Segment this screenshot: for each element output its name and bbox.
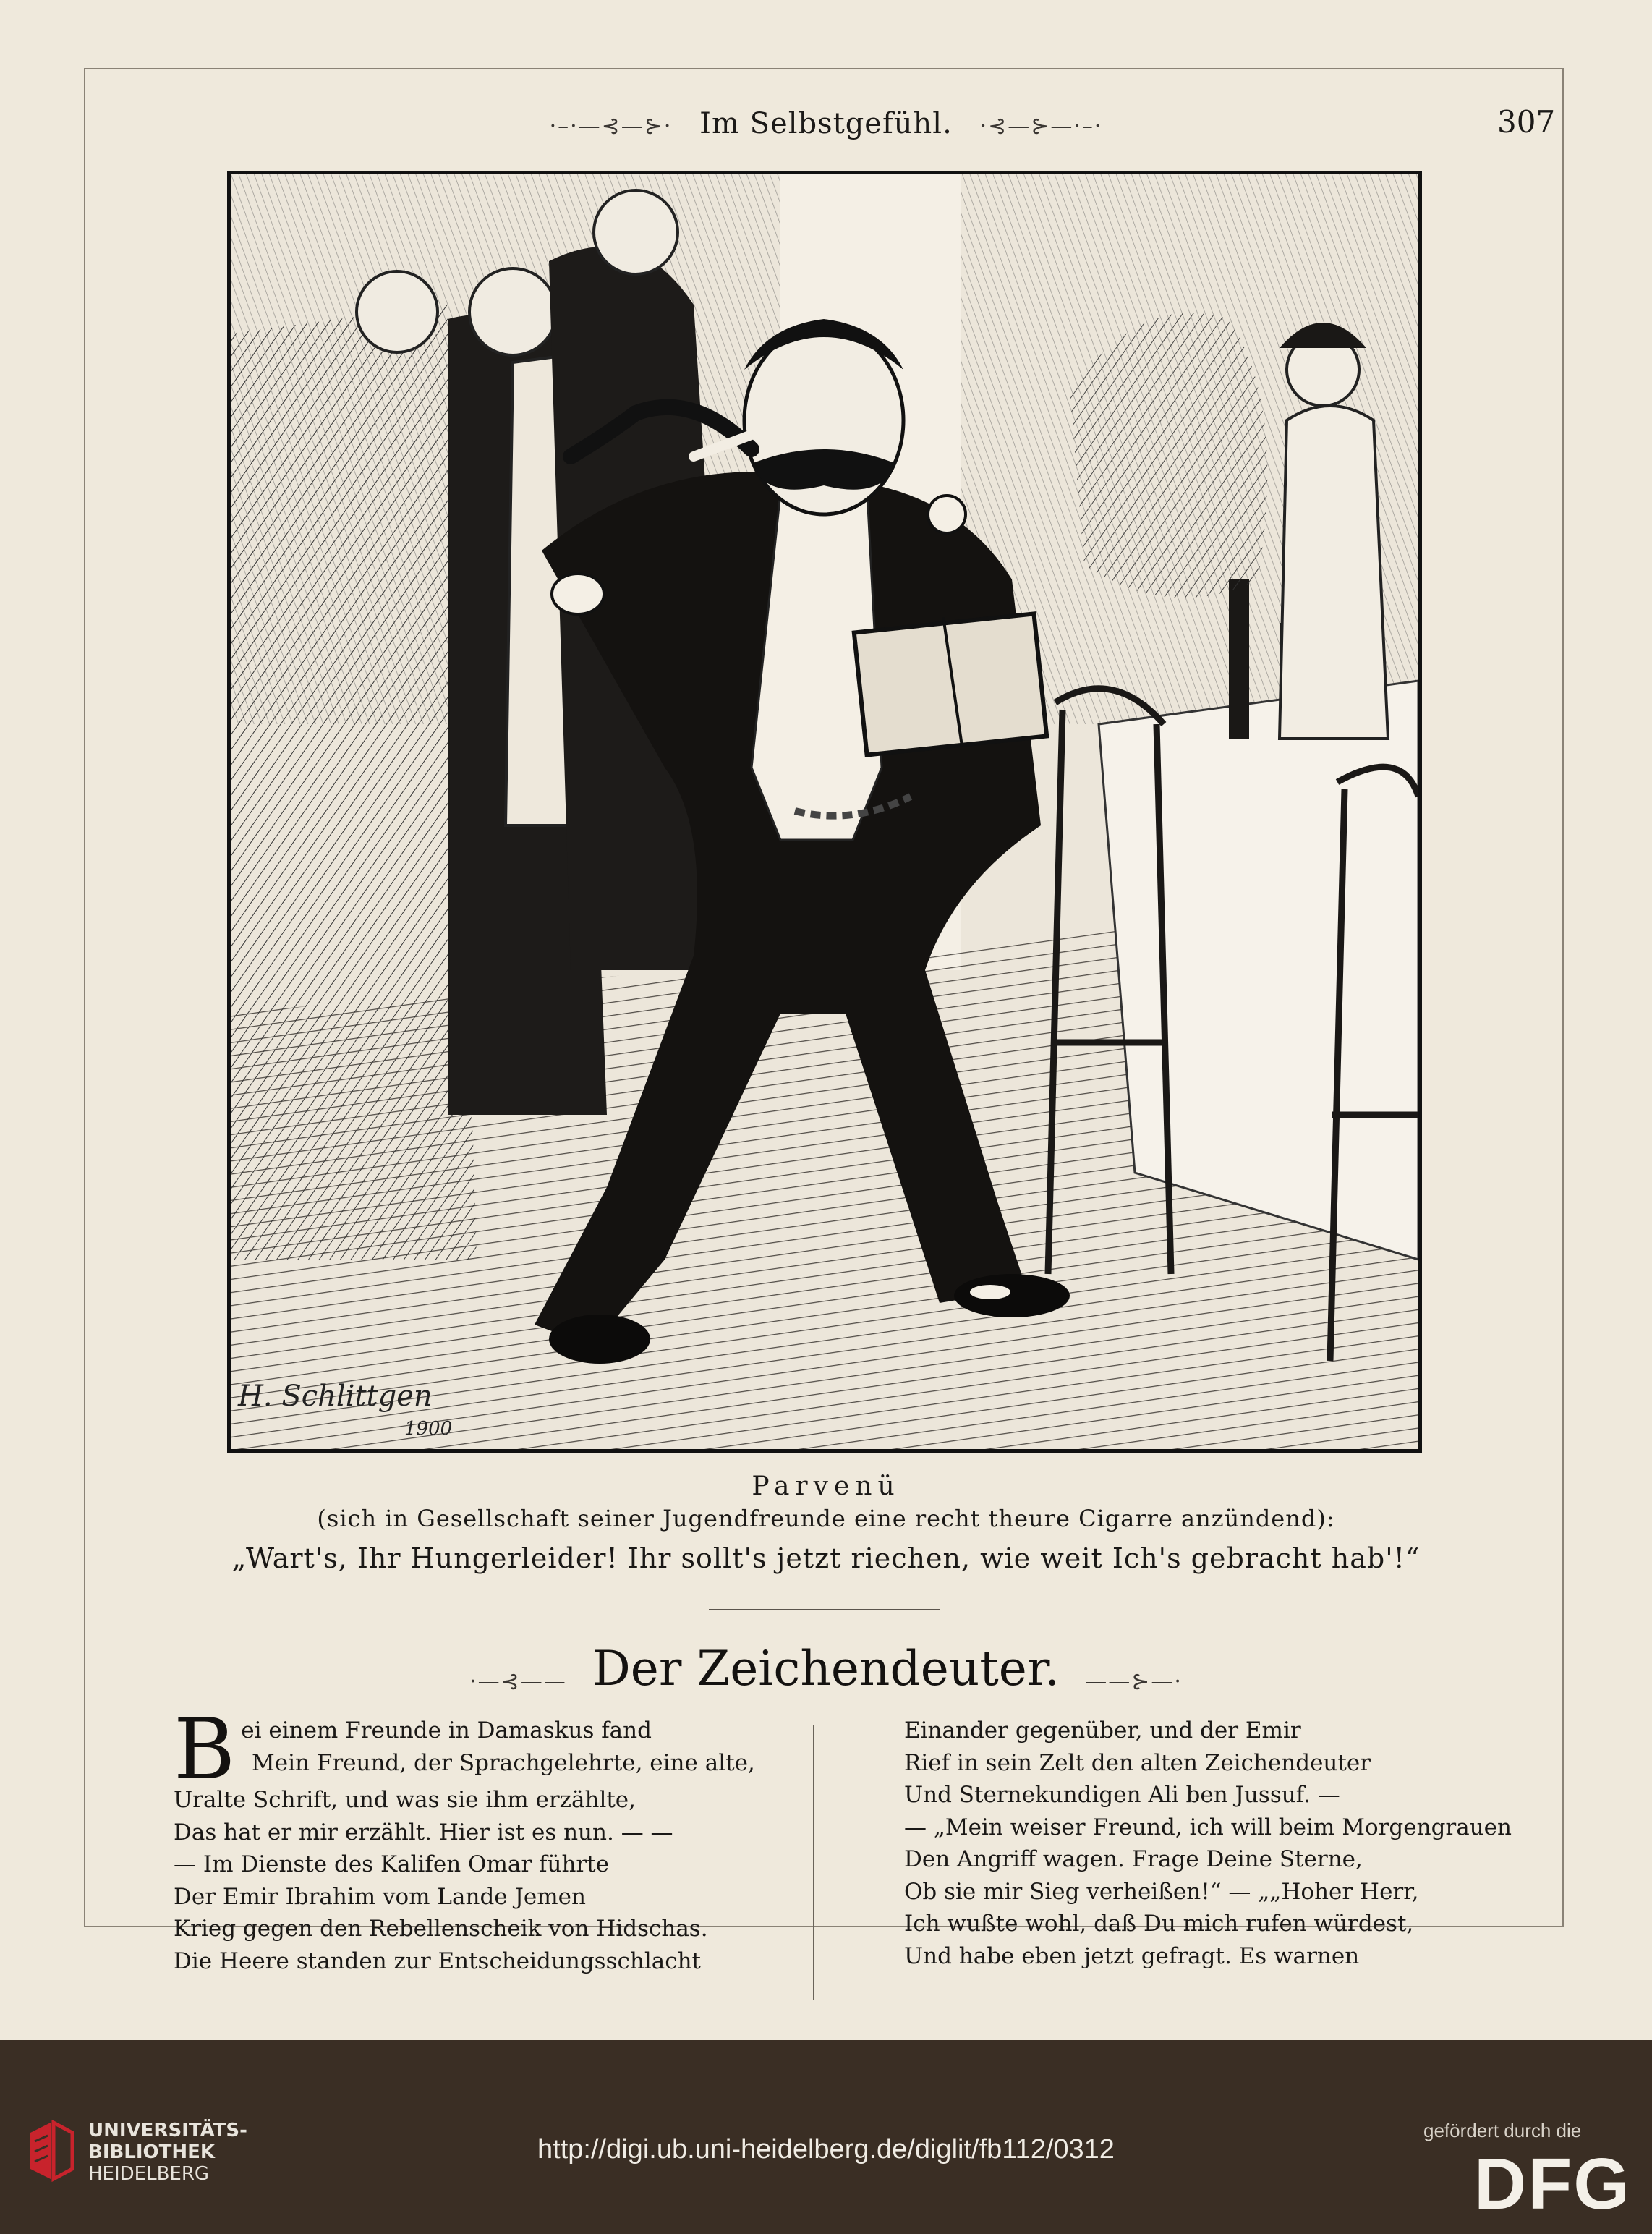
- poem-line: Und habe eben jetzt gefragt. Es warnen: [904, 1942, 1360, 1969]
- poem-line: Einander gegenüber, und der Emir: [904, 1717, 1301, 1744]
- header-title: Im Selbstgefühl.: [699, 107, 953, 140]
- illustration-parvenue: [227, 171, 1422, 1453]
- signature-name: H. Schlittgen: [238, 1380, 433, 1413]
- signature-year: 1900: [404, 1418, 453, 1440]
- poem-line: Und Sternekundigen Ali ben Jussuf. —: [904, 1782, 1340, 1808]
- library-line-3: HEIDELBERG: [88, 2163, 210, 2185]
- dfg-logo: DFG: [1474, 2144, 1632, 2225]
- library-line-1: UNIVERSITÄTS-: [88, 2120, 247, 2141]
- poem-line: Die Heere standen zur Entscheidungsschlacht: [174, 1948, 701, 1974]
- poem-line: Das hat er mir erzählt. Hier ist es nun. — —: [174, 1819, 673, 1846]
- poem-title: Der Zeichendeuter.: [592, 1641, 1060, 1696]
- poem-line: — Im Dienste des Kalifen Omar führte: [174, 1851, 610, 1877]
- caption-stage-direction: (sich in Gesellschaft seiner Jugendfreunde eine recht theure Cigarre anzündend):: [317, 1505, 1335, 1532]
- poem-line: Rief in sein Zelt den alten Zeichendeuter: [904, 1749, 1371, 1776]
- poem-line: Mein Freund, der Sprachgelehrte, eine alte,: [252, 1749, 755, 1776]
- illustration-drawing: [231, 174, 1418, 1449]
- poem-column-right: [904, 1715, 1526, 1972]
- poem-dropcap: B: [174, 1701, 236, 1798]
- poem-ornament-left: ·—⊰——: [469, 1669, 567, 1694]
- poem-line: Ob sie mir Sieg verheißen!“ — „„Hoher Herr,: [904, 1878, 1419, 1905]
- poem-line: Der Emir Ibrahim vom Lande Jemen: [174, 1883, 586, 1910]
- library-line-2: BIBLIOTHEK: [88, 2141, 216, 2163]
- section-divider: [709, 1609, 940, 1610]
- column-separator: [813, 1725, 814, 2000]
- poem-line: Ich wußte wohl, daß Du mich rufen würdest,: [904, 1911, 1414, 1937]
- page-number: 307: [1497, 104, 1556, 140]
- caption-quote: „Wart's, Ihr Hungerleider! Ihr sollt's jetzt riechen, wie weit Ich's gebracht hab'!“: [231, 1542, 1421, 1574]
- poem-line: Den Angriff wagen. Frage Deine Sterne,: [904, 1846, 1363, 1872]
- poem-column-left: [174, 1701, 796, 1977]
- header-ornament-right: ·⊰—⊱—·–·: [979, 114, 1103, 139]
- poem-heading: [0, 1641, 1652, 1696]
- poem-line: Krieg gegen den Rebellenscheik von Hidschas.: [174, 1916, 708, 1942]
- funded-by-label: gefördert durch die: [1423, 2120, 1582, 2141]
- running-header: [0, 107, 1652, 140]
- poem-line: — „Mein weiser Freund, ich will beim Morgengrauen: [904, 1814, 1512, 1840]
- caption-title: Parvenü: [752, 1471, 900, 1501]
- header-ornament-left: ·–·—⊰—⊱·: [549, 114, 673, 139]
- poem-ornament-right: ——⊱—·: [1085, 1669, 1183, 1694]
- permalink-url[interactable]: http://digi.ub.uni-heidelberg.de/diglit/fb112/0312: [537, 2134, 1115, 2165]
- poem-line: ei einem Freunde in Damaskus fand: [241, 1717, 652, 1744]
- poem-line: Uralte Schrift, und was sie ihm erzählte,: [174, 1787, 636, 1813]
